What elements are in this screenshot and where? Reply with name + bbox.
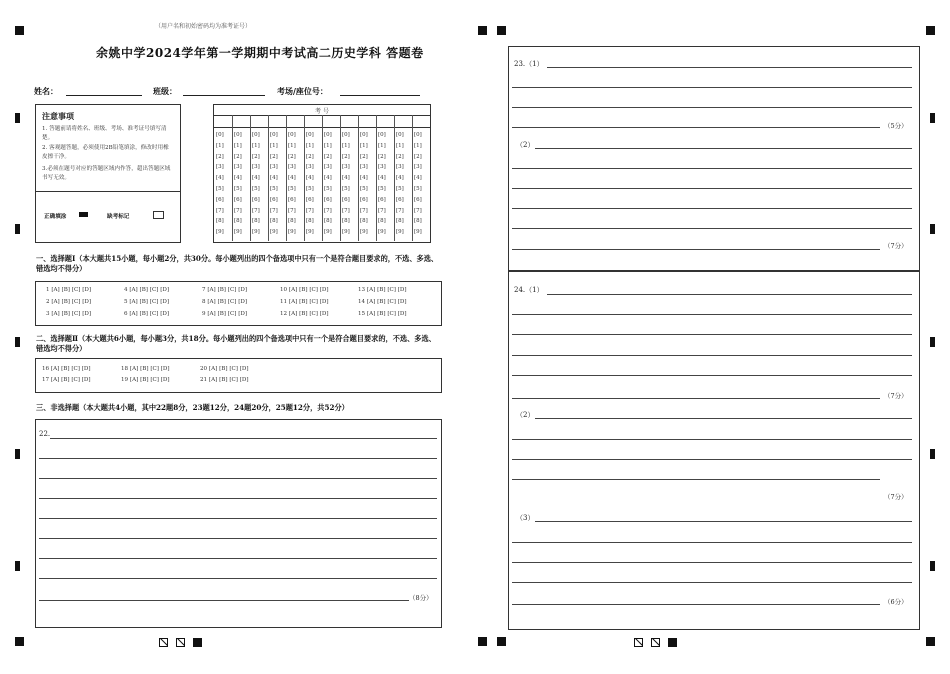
exam-digit-bubble[interactable]: [7] <box>216 207 224 214</box>
answer-line[interactable] <box>50 438 437 439</box>
side-mark <box>930 561 935 571</box>
exam-digit-bubble[interactable]: [1] <box>360 142 368 149</box>
notice-item: 3.必须在题号对应的答题区域内作答，超出答题区域书写无效。 <box>42 166 171 181</box>
side-mark <box>15 337 20 347</box>
exam-digit-bubble[interactable]: [8] <box>378 218 386 225</box>
choice-question-options[interactable]: 4 [A] [B] [C] [D] <box>124 287 170 293</box>
exam-digit-bubble[interactable]: [7] <box>270 207 278 214</box>
corner-mark-top-mid-left <box>478 26 487 35</box>
exam-digit-bubble[interactable]: [5] <box>360 186 368 192</box>
exam-digit-bubble[interactable]: [4] <box>216 175 224 182</box>
q22-score: （8分） <box>409 594 433 602</box>
section2-answer-box <box>35 358 442 393</box>
side-mark <box>15 113 20 123</box>
exam-digit-bubble[interactable]: [1] <box>396 142 404 149</box>
exam-digit-bubble[interactable]: [7] <box>396 207 404 214</box>
choice-question-options[interactable]: 6 [A] [B] [C] [D] <box>124 311 170 317</box>
answer-line[interactable] <box>39 458 437 459</box>
exam-digit-bubble[interactable]: [9] <box>288 229 296 236</box>
exam-digit-bubble[interactable]: [5] <box>216 186 224 192</box>
name-field[interactable] <box>66 95 142 96</box>
exam-digit-bubble[interactable]: [2] <box>360 153 368 160</box>
answer-line[interactable] <box>39 518 437 519</box>
answer-line[interactable] <box>512 249 880 250</box>
exam-digit-bubble[interactable]: [7] <box>252 207 260 214</box>
room-seat-label: 考场/座位号： <box>277 86 328 96</box>
exam-digit-bubble[interactable]: [0] <box>288 132 296 138</box>
answer-line[interactable] <box>512 107 912 108</box>
exam-digit-bubble[interactable]: [1] <box>270 142 278 149</box>
answer-line[interactable] <box>39 478 437 479</box>
side-mark <box>930 449 935 459</box>
exam-digit-bubble[interactable]: [8] <box>270 218 278 225</box>
answer-line[interactable] <box>512 375 912 376</box>
exam-digit-bubble[interactable]: [7] <box>288 207 296 214</box>
exam-digit-bubble[interactable]: [3] <box>324 164 332 171</box>
footer-mark <box>668 638 677 647</box>
choice-question-options[interactable]: 15 [A] [B] [C] [D] <box>358 311 407 317</box>
q24-part3-label: （3） <box>516 514 535 522</box>
exam-digit-bubble[interactable]: [0] <box>324 132 332 138</box>
side-mark <box>930 337 935 347</box>
exam-digit-bubble[interactable]: [5] <box>234 186 242 192</box>
choice-question-options[interactable]: 1 [A] [B] [C] [D] <box>46 287 92 293</box>
q23-label: 23.（1） <box>514 60 544 68</box>
choice-question-options[interactable]: 3 [A] [B] [C] [D] <box>46 311 92 317</box>
exam-digit-bubble[interactable]: [0] <box>252 132 260 138</box>
choice-question-options[interactable]: 9 [A] [B] [C] [D] <box>202 311 248 317</box>
exam-digit-bubble[interactable]: [4] <box>414 175 422 182</box>
exam-digit-bubble[interactable]: [6] <box>216 196 224 203</box>
exam-digit-bubble[interactable]: [8] <box>216 218 224 225</box>
q23-score1: （5分） <box>884 122 908 130</box>
exam-digit-bubble[interactable]: [5] <box>270 186 278 192</box>
answer-line[interactable] <box>547 294 912 295</box>
exam-digit-bubble[interactable]: [2] <box>414 153 422 160</box>
exam-digit-bubble[interactable]: [8] <box>414 218 422 225</box>
choice-question-options[interactable]: 2 [A] [B] [C] [D] <box>46 299 92 305</box>
answer-line[interactable] <box>512 87 912 88</box>
notice-heading: 注意事项 <box>42 111 74 121</box>
grid-col-divider <box>286 115 287 241</box>
corner-mark-bottom-mid-left <box>478 637 487 646</box>
exam-digit-bubble[interactable]: [2] <box>234 153 242 160</box>
answer-line[interactable] <box>512 439 912 440</box>
q23-part2-label: （2） <box>516 141 535 149</box>
q22-answer-box[interactable] <box>35 419 442 628</box>
section1-heading: 一、选择题Ⅰ（本大题共15小题，每小题2分，共30分。每小题列出的四个备选项中只有一个是符合题目要求的，不选、多选、错选均不得分） <box>36 254 439 273</box>
answer-line[interactable] <box>512 314 912 315</box>
notice-item: 2. 客观题答题，必须使用2B铅笔填涂，修改时用橡皮擦干净。 <box>42 145 169 160</box>
answer-line[interactable] <box>535 418 912 419</box>
side-mark <box>15 561 20 571</box>
grid-col-divider <box>358 115 359 241</box>
exam-digit-bubble[interactable]: [5] <box>324 186 332 192</box>
choice-question-options[interactable]: 14 [A] [B] [C] [D] <box>358 299 407 305</box>
answer-line[interactable] <box>535 521 912 522</box>
exam-digit-bubble[interactable]: [0] <box>342 132 350 138</box>
footer-mark <box>193 638 202 647</box>
exam-digit-bubble[interactable]: [0] <box>306 132 314 138</box>
exam-digit-bubble[interactable]: [4] <box>270 175 278 182</box>
exam-digit-bubble[interactable]: [1] <box>324 142 332 149</box>
exam-digit-bubble[interactable]: [7] <box>414 207 422 214</box>
q24-part2-label: （2） <box>516 411 535 419</box>
exam-digit-bubble[interactable]: [4] <box>288 175 296 182</box>
exam-digit-bubble[interactable]: [3] <box>216 164 224 171</box>
exam-digit-bubble[interactable]: [2] <box>270 153 278 160</box>
answer-line[interactable] <box>512 188 912 189</box>
grid-col-divider <box>340 115 341 241</box>
exam-digit-bubble[interactable]: [0] <box>234 132 242 138</box>
class-label: 班级： <box>153 86 177 96</box>
exam-digit-bubble[interactable]: [3] <box>288 164 296 171</box>
choice-question-options[interactable]: 21 [A] [B] [C] [D] <box>200 377 249 383</box>
grid-col-divider <box>250 115 251 241</box>
exam-digit-bubble[interactable]: [4] <box>378 175 386 182</box>
footer-mark <box>651 638 660 647</box>
exam-digit-bubble[interactable]: [1] <box>414 142 422 149</box>
exam-digit-bubble[interactable]: [5] <box>306 186 314 192</box>
exam-digit-bubble[interactable]: [3] <box>252 164 260 171</box>
exam-digit-bubble[interactable]: [8] <box>306 218 314 225</box>
exam-digit-bubble[interactable]: [5] <box>288 186 296 192</box>
exam-digit-bubble[interactable]: [8] <box>342 218 350 225</box>
exam-digit-bubble[interactable]: [9] <box>270 229 278 236</box>
q23-answer-box[interactable] <box>508 46 920 272</box>
corner-mark-top-mid-right <box>497 26 506 35</box>
notice-box <box>35 104 181 243</box>
section3-heading: 三、非选择题（本大题共4小题，其中22题8分，23题12分，24题20分，25题12分，共52分） <box>36 403 349 412</box>
exam-digit-bubble[interactable]: [0] <box>378 132 386 138</box>
grid-col-divider <box>232 115 233 241</box>
exam-digit-bubble[interactable]: [0] <box>216 132 224 138</box>
exam-digit-bubble[interactable]: [4] <box>396 175 404 182</box>
exam-digit-bubble[interactable]: [9] <box>252 229 260 236</box>
exam-digit-bubble[interactable]: [0] <box>414 132 422 138</box>
grid-col-divider <box>376 115 377 241</box>
side-mark <box>15 449 20 459</box>
exam-digit-bubble[interactable]: [3] <box>270 164 278 171</box>
corner-mark-bottom-left <box>15 637 24 646</box>
exam-digit-bubble[interactable]: [4] <box>252 175 260 182</box>
exam-digit-bubble[interactable]: [2] <box>306 153 314 160</box>
exam-digit-bubble[interactable]: [7] <box>342 207 350 214</box>
corner-mark-bottom-right <box>926 637 935 646</box>
exam-digit-bubble[interactable]: [0] <box>396 132 404 138</box>
grid-col-divider <box>394 115 395 241</box>
answer-line[interactable] <box>512 334 912 335</box>
exam-digit-bubble[interactable]: [1] <box>342 142 350 149</box>
fill-correct-sample <box>79 212 88 217</box>
exam-digit-bubble[interactable]: [3] <box>360 164 368 171</box>
answer-line[interactable] <box>512 355 912 356</box>
q24-score2: （7分） <box>884 493 908 501</box>
exam-digit-bubble[interactable]: [9] <box>234 229 242 236</box>
choice-question-options[interactable]: 12 [A] [B] [C] [D] <box>280 311 329 317</box>
exam-digit-bubble[interactable]: [9] <box>396 229 404 236</box>
exam-digit-bubble[interactable]: [6] <box>306 196 314 203</box>
exam-number-heading: 考 号 <box>315 108 329 115</box>
choice-question-options[interactable]: 13 [A] [B] [C] [D] <box>358 287 407 293</box>
choice-question-options[interactable]: 11 [A] [B] [C] [D] <box>280 299 329 305</box>
answer-line[interactable] <box>512 582 912 583</box>
fill-correct-label: 正确填涂 <box>44 214 67 220</box>
section1-answer-box <box>35 281 442 326</box>
answer-line[interactable] <box>39 578 437 579</box>
q24-score1: （7分） <box>884 392 908 400</box>
exam-digit-bubble[interactable]: [0] <box>360 132 368 138</box>
exam-digit-bubble[interactable]: [7] <box>360 207 368 214</box>
exam-digit-bubble[interactable]: [7] <box>306 207 314 214</box>
exam-digit-bubble[interactable]: [6] <box>396 196 404 203</box>
exam-digit-bubble[interactable]: [2] <box>396 153 404 160</box>
corner-mark-top-left <box>15 26 24 35</box>
exam-digit-bubble[interactable]: [7] <box>234 207 242 214</box>
exam-digit-bubble[interactable]: [5] <box>396 186 404 192</box>
exam-digit-bubble[interactable]: [7] <box>324 207 332 214</box>
exam-digit-bubble[interactable]: [6] <box>414 196 422 203</box>
exam-digit-bubble[interactable]: [2] <box>342 153 350 160</box>
exam-digit-bubble[interactable]: [6] <box>378 196 386 203</box>
exam-digit-bubble[interactable]: [1] <box>252 142 260 149</box>
answer-line[interactable] <box>512 459 912 460</box>
exam-digit-bubble[interactable]: [6] <box>234 196 242 203</box>
answer-line[interactable] <box>39 558 437 559</box>
exam-digit-bubble[interactable]: [4] <box>306 175 314 182</box>
choice-question-options[interactable]: 10 [A] [B] [C] [D] <box>280 287 329 293</box>
choice-question-options[interactable]: 8 [A] [B] [C] [D] <box>202 299 248 305</box>
footer-mark <box>159 638 168 647</box>
choice-question-options[interactable]: 17 [A] [B] [C] [D] <box>42 377 91 383</box>
side-mark <box>15 224 20 234</box>
absent-checkbox[interactable] <box>153 211 164 219</box>
exam-digit-bubble[interactable]: [8] <box>360 218 368 225</box>
answer-line[interactable] <box>512 127 880 128</box>
exam-digit-bubble[interactable]: [4] <box>342 175 350 182</box>
header-note: （用户名和初始密码均为准考证号） <box>155 23 252 30</box>
exam-digit-bubble[interactable]: [9] <box>216 229 224 236</box>
exam-digit-bubble[interactable]: [2] <box>216 153 224 160</box>
exam-digit-bubble[interactable]: [8] <box>396 218 404 225</box>
exam-digit-bubble[interactable]: [5] <box>342 186 350 192</box>
exam-digit-bubble[interactable]: [9] <box>342 229 350 236</box>
q24-label: 24.（1） <box>514 286 544 294</box>
exam-digit-bubble[interactable]: [9] <box>360 229 368 236</box>
grid-col-divider <box>304 115 305 241</box>
choice-question-options[interactable]: 5 [A] [B] [C] [D] <box>124 299 170 305</box>
exam-digit-bubble[interactable]: [5] <box>252 186 260 192</box>
exam-digit-bubble[interactable]: [3] <box>378 164 386 171</box>
exam-digit-bubble[interactable]: [1] <box>234 142 242 149</box>
exam-digit-bubble[interactable]: [8] <box>234 218 242 225</box>
exam-digit-bubble[interactable]: [2] <box>252 153 260 160</box>
exam-digit-bubble[interactable]: [3] <box>414 164 422 171</box>
exam-digit-bubble[interactable]: [1] <box>378 142 386 149</box>
answer-line[interactable] <box>512 228 912 229</box>
exam-digit-bubble[interactable]: [2] <box>324 153 332 160</box>
corner-mark-bottom-mid-right <box>497 637 506 646</box>
answer-line[interactable] <box>512 168 912 169</box>
exam-digit-bubble[interactable]: [0] <box>270 132 278 138</box>
choice-question-options[interactable]: 16 [A] [B] [C] [D] <box>42 366 91 372</box>
answer-line[interactable] <box>39 498 437 499</box>
section2-heading: 二、选择题Ⅱ（本大题共6小题，每小题3分，共18分。每小题列出的四个备选项中只有一个是符合题目要求的，不选、多选、错选均不得分） <box>36 334 436 353</box>
q24-score3: （6分） <box>884 598 908 606</box>
answer-line[interactable] <box>512 479 880 480</box>
choice-question-options[interactable]: 20 [A] [B] [C] [D] <box>200 366 249 372</box>
exam-digit-bubble[interactable]: [5] <box>378 186 386 192</box>
grid-col-divider <box>268 115 269 241</box>
absent-label: 缺考标记 <box>107 214 130 220</box>
exam-digit-bubble[interactable]: [6] <box>324 196 332 203</box>
notice-item: 1. 答题前请将姓名、班级、考场、准考证号填写清楚。 <box>42 126 167 141</box>
answer-line[interactable] <box>39 600 409 601</box>
answer-line[interactable] <box>512 208 912 209</box>
exam-digit-bubble[interactable]: [8] <box>288 218 296 225</box>
exam-digit-bubble[interactable]: [9] <box>324 229 332 236</box>
footer-mark <box>176 638 185 647</box>
exam-digit-bubble[interactable]: [3] <box>234 164 242 171</box>
choice-question-options[interactable]: 19 [A] [B] [C] [D] <box>121 377 170 383</box>
exam-digit-bubble[interactable]: [1] <box>216 142 224 149</box>
page-title: 余姚中学2024学年第一学期期中考试高二历史学科 答题卷 <box>96 46 424 60</box>
corner-mark-top-right <box>926 26 935 35</box>
exam-digit-bubble[interactable]: [1] <box>306 142 314 149</box>
side-mark <box>930 113 935 123</box>
exam-digit-bubble[interactable]: [9] <box>414 229 422 236</box>
exam-digit-bubble[interactable]: [9] <box>306 229 314 236</box>
exam-digit-bubble[interactable]: [4] <box>324 175 332 182</box>
exam-digit-bubble[interactable]: [8] <box>324 218 332 225</box>
exam-digit-bubble[interactable]: [6] <box>342 196 350 203</box>
exam-number-grid <box>213 104 431 243</box>
answer-line[interactable] <box>39 538 437 539</box>
answer-line[interactable] <box>512 398 880 399</box>
answer-line[interactable] <box>512 604 880 605</box>
answer-line[interactable] <box>547 67 912 68</box>
exam-digit-bubble[interactable]: [6] <box>288 196 296 203</box>
choice-question-options[interactable]: 7 [A] [B] [C] [D] <box>202 287 248 293</box>
exam-digit-bubble[interactable]: [7] <box>378 207 386 214</box>
exam-digit-bubble[interactable]: [6] <box>252 196 260 203</box>
class-field[interactable] <box>183 95 265 96</box>
exam-digit-bubble[interactable]: [3] <box>342 164 350 171</box>
exam-digit-bubble[interactable]: [1] <box>288 142 296 149</box>
exam-digit-bubble[interactable]: [5] <box>414 186 422 192</box>
choice-question-options[interactable]: 18 [A] [B] [C] [D] <box>121 366 170 372</box>
answer-line[interactable] <box>512 542 912 543</box>
exam-digit-bubble[interactable]: [4] <box>360 175 368 182</box>
name-label: 姓名： <box>34 86 58 96</box>
grid-col-divider <box>322 115 323 241</box>
exam-digit-bubble[interactable]: [2] <box>288 153 296 160</box>
exam-digit-bubble[interactable]: [3] <box>306 164 314 171</box>
notice-divider <box>36 191 180 192</box>
answer-line[interactable] <box>535 148 912 149</box>
q23-score2: （7分） <box>884 242 908 250</box>
room-seat-field[interactable] <box>340 95 420 96</box>
footer-mark <box>634 638 643 647</box>
q22-label: 22. <box>39 430 51 438</box>
exam-digit-bubble[interactable]: [9] <box>378 229 386 236</box>
exam-digit-bubble[interactable]: [4] <box>234 175 242 182</box>
answer-line[interactable] <box>512 562 912 563</box>
q24-answer-box[interactable] <box>508 270 920 630</box>
exam-digit-bubble[interactable]: [6] <box>270 196 278 203</box>
exam-digit-bubble[interactable]: [6] <box>360 196 368 203</box>
grid-col-divider <box>412 115 413 241</box>
side-mark <box>930 224 935 234</box>
exam-digit-bubble[interactable]: [2] <box>378 153 386 160</box>
exam-digit-bubble[interactable]: [8] <box>252 218 260 225</box>
exam-digit-bubble[interactable]: [3] <box>396 164 404 171</box>
